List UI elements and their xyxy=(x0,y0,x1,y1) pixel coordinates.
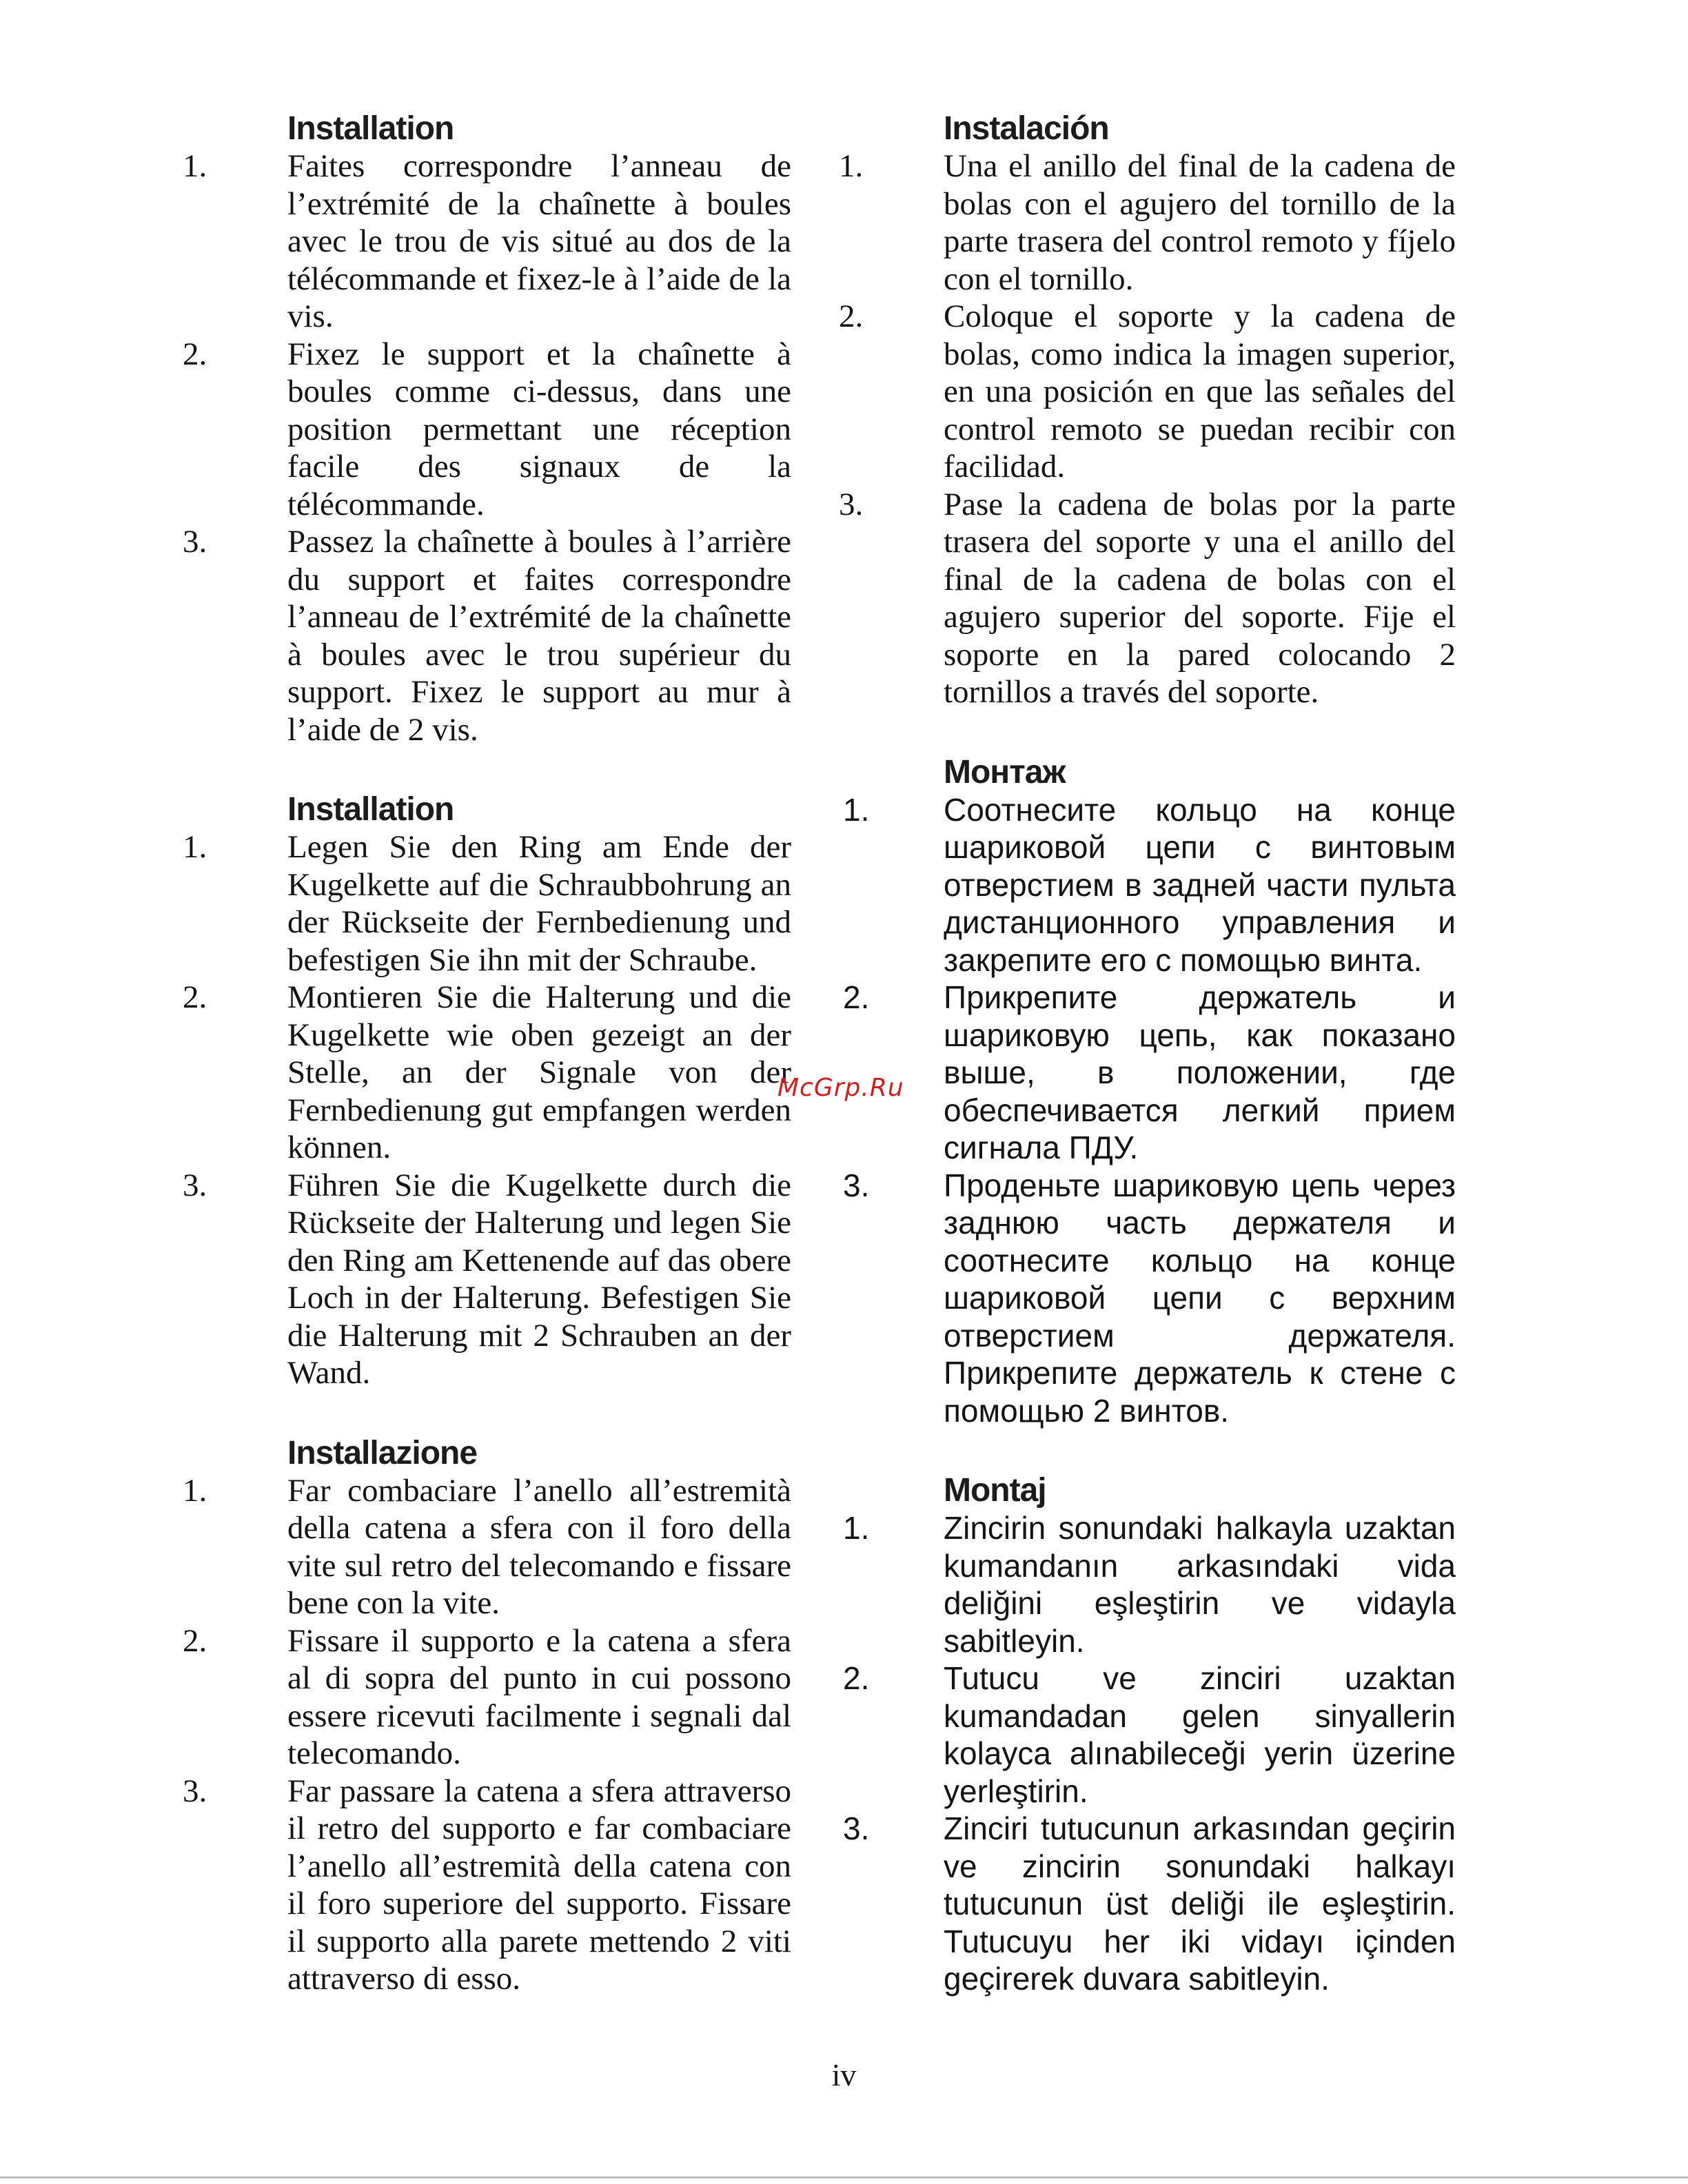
item-number: 3. xyxy=(843,1810,870,1846)
item-text: Tutucu ve zinciri uzaktan kumandadan gelen sinyallerin kolayca alınabileceği yerin üzerine yerleştirin. xyxy=(944,1660,1456,1809)
section-french xyxy=(183,110,791,748)
item-number: 2. xyxy=(183,336,207,372)
item-number: 1. xyxy=(843,791,870,828)
item-text: Führen Sie die Kugelkette durch die Rückseite der Halterung und legen Sie den Ring am Kettenende auf das obere Loch in der Halterung. Befestigen Sie die Halterung mit 2 Schrauben an der Wand. xyxy=(287,1167,791,1391)
item-text: Far passare la catena a sfera attraverso il retro del supporto e far combaciare l’anello all’estremità della catena con il foro superiore del supporto. Fissare il supporto alla parete mettendo 2 viti attraverso di esso. xyxy=(287,1773,791,1997)
list-item xyxy=(839,298,1456,486)
list-item xyxy=(183,1167,791,1392)
item-number: 3. xyxy=(183,1167,207,1203)
section-heading: Installation xyxy=(287,110,454,147)
section-russian xyxy=(839,754,1456,1430)
item-text: Far combaciare l’anello all’estremità della catena a sfera con il foro della vite sul retro del telecomando e fissare bene con la vite. xyxy=(287,1472,791,1621)
list-item xyxy=(183,336,791,524)
list-item xyxy=(839,1509,1456,1660)
item-number: 3. xyxy=(839,486,864,522)
item-text: Прикрепите держатель и шариковую цепь, как показано выше, в положении, где обеспечивается легкий прием сигнала ПДУ. xyxy=(944,979,1456,1165)
item-number: 3. xyxy=(183,524,207,560)
item-text: Fixez le support et la chaînette à boules comme ci-dessus, dans une position permettant une réception facile des signaux de la télécommande. xyxy=(287,336,791,522)
list-item xyxy=(183,979,791,1167)
item-number: 3. xyxy=(183,1773,207,1809)
item-text: Coloque el soporte y la cadena de bolas, como indica la imagen superior, en una posición en que las señales del control remoto se puedan recibir con facilidad. xyxy=(944,298,1456,484)
list-item xyxy=(839,791,1456,979)
item-number: 1. xyxy=(183,1472,207,1509)
item-number: 1. xyxy=(183,829,207,865)
item-number: 2. xyxy=(183,979,207,1015)
item-text: Montieren Sie die Halterung und die Kugelkette wie oben gezeigt an der Stelle, an der Signale von der Fernbedienung gut empfangen werden können. xyxy=(287,979,791,1165)
item-text: Zinciri tutucunun arkasından geçirin ve zincirin sonundaki halkayı tutucunun üst deliği ile eşleştirin. Tutucuyu her iki vidayı içinden geçirerek duvara sabitleyin. xyxy=(944,1810,1456,1997)
section-german xyxy=(183,791,791,1392)
list-item xyxy=(839,979,1456,1167)
list-item xyxy=(839,486,1456,711)
left-column xyxy=(183,110,791,2041)
item-text: Passez la chaînette à boules à l’arrière du support et faites correspondre l’anneau de l’extrémité de la chaînette à boules avec le trou supérieur du support. Fixez le support au mur à l’aide de 2 vis. xyxy=(287,524,791,748)
section-spanish xyxy=(839,110,1456,711)
list-item xyxy=(183,1622,791,1773)
item-number: 1. xyxy=(839,148,864,184)
watermark: McGrp.Ru xyxy=(777,1074,904,1102)
item-text: Una el anillo del final de la cadena de bolas con el agujero del tornillo de la parte trasera del control remoto y fíjelo con el tornillo. xyxy=(944,148,1456,297)
item-number: 1. xyxy=(843,1510,870,1546)
item-text: Проденьте шариковую цепь через заднюю часть держателя и соотнесите кольцо на конце шариковой цепи с верхним отверстием держателя. Прикрепите держатель к стене с помощью 2 винтов. xyxy=(944,1167,1456,1429)
item-text: Legen Sie den Ring am Ende der Kugelkette auf die Schraubbohrung an der Rückseite der Fernbedienung und befestigen Sie ihn mit der Schraube. xyxy=(287,829,791,978)
item-number: 2. xyxy=(839,298,864,334)
list-item xyxy=(839,1660,1456,1810)
section-heading: Монтаж xyxy=(944,753,1066,790)
section-heading: Instalación xyxy=(944,110,1109,147)
item-text: Zincirin sonundaki halkayla uzaktan kumandanın arkasındaki vida deliğini eşleştirin ve vidayla sabitleyin. xyxy=(944,1510,1456,1659)
page-number: iv xyxy=(831,2057,857,2092)
section-heading: Installazione xyxy=(287,1434,478,1471)
item-number: 1. xyxy=(183,148,207,184)
item-text: Faites correspondre l’anneau de l’extrémité de la chaînette à boules avec le trou de vis situé au dos de la télécommande et fixez-le à l’aide de la vis. xyxy=(287,148,791,334)
item-number: 2. xyxy=(183,1622,207,1659)
item-text: Pase la cadena de bolas por la parte trasera del soporte y una el anillo del final de la cadena de bolas con el agujero superior del soporte. Fije el soporte en la pared colocando 2 tornillos a través del soporte. xyxy=(944,486,1456,710)
section-heading: Installation xyxy=(287,791,454,828)
bottom-divider xyxy=(0,2176,1688,2178)
list-item xyxy=(839,147,1456,298)
section-turkish xyxy=(839,1472,1456,1998)
list-item xyxy=(183,523,791,748)
item-text: Fissare il supporto e la catena a sfera al di sopra del punto in cui possono essere ricevuti facilmente i segnali dal telecomando. xyxy=(287,1622,791,1771)
item-number: 2. xyxy=(843,979,870,1015)
item-number: 2. xyxy=(843,1660,870,1696)
list-item xyxy=(839,1167,1456,1430)
list-item xyxy=(183,147,791,336)
list-item xyxy=(183,828,791,979)
item-number: 3. xyxy=(843,1167,870,1203)
list-item xyxy=(839,1810,1456,1998)
item-text: Соотнесите кольцо на конце шариковой цепи с винтовым отверстием в задней части пульта дистанционного управления и закрепите его с помощью винта. xyxy=(944,791,1456,978)
list-item xyxy=(183,1472,791,1622)
section-heading: Montaj xyxy=(944,1472,1046,1509)
list-item xyxy=(183,1773,791,1998)
section-italian xyxy=(183,1435,791,1998)
right-column xyxy=(839,110,1456,2041)
